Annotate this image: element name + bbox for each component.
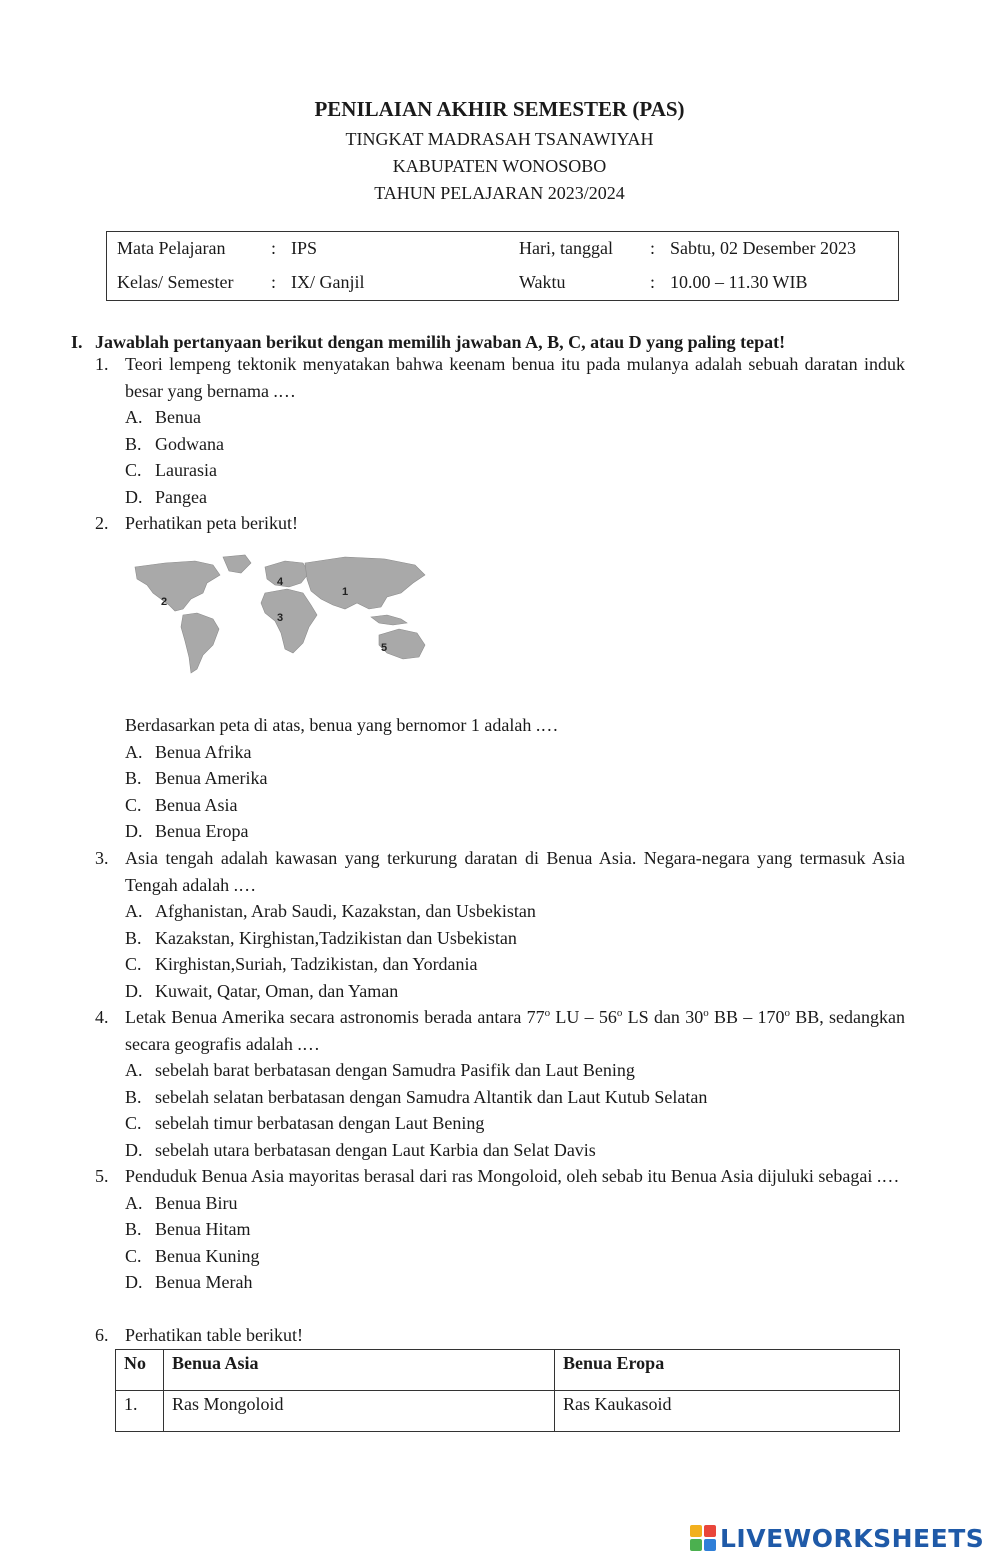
- option-b[interactable]: B. Kazakstan, Kirghistan,Tadzikistan dan Usbekistan: [125, 927, 517, 948]
- question-number: 2.: [95, 513, 109, 533]
- instruction-text: Jawablah pertanyaan berikut dengan memilih jawaban A, B, C, atau D yang paling tepat!: [95, 332, 786, 352]
- option-a[interactable]: A. Benua Afrika: [125, 741, 252, 762]
- question-text: Penduduk Benua Asia mayoritas berasal dari ras Mongoloid, oleh sebab itu Benua Asia dijuluki sebagai .…: [125, 1166, 900, 1186]
- question-text: Asia tengah adalah kawasan yang terkurung daratan di Benua Asia. Negara-negara yang termasuk Asia Tengah adalah .…: [125, 848, 905, 895]
- option-d[interactable]: D. Benua Eropa: [125, 821, 249, 841]
- table-cell-europe: Ras Kaukasoid: [555, 1391, 900, 1432]
- south-america-shape: [181, 613, 219, 673]
- question-text: Teori lempeng tektonik menyatakan bahwa keenam benua itu pada mulanya adalah sebuah daratan induk besar yang bernama .…: [125, 354, 905, 401]
- time-colon: :: [650, 272, 656, 292]
- option-b[interactable]: B. sebelah selatan berbatasan dengan Samudra Altantik dan Laut Kutub Selatan: [125, 1086, 708, 1107]
- map-label-3: 3: [277, 612, 284, 624]
- academic-year: TAHUN PELAJARAN 2023/2024: [374, 183, 625, 203]
- time-label: Waktu: [519, 272, 566, 292]
- question-5: [95, 1163, 905, 1296]
- race-table: [115, 1349, 900, 1432]
- map-label-4: 4: [277, 576, 284, 588]
- option-c[interactable]: C. sebelah timur berbatasan dengan Laut Bening: [125, 1113, 485, 1133]
- option-a[interactable]: A. Afghanistan, Arab Saudi, Kazakstan, dan Usbekistan: [125, 901, 536, 921]
- map-label-1: 1: [342, 586, 349, 598]
- question-number: 5.: [95, 1166, 109, 1186]
- exam-title: PENILAIAN AKHIR SEMESTER (PAS): [314, 97, 685, 121]
- indonesia-shape: [371, 615, 407, 625]
- school-level: TINGKAT MADRASAH TSANAWIYAH: [345, 129, 654, 149]
- option-a[interactable]: A. Benua Biru: [125, 1192, 238, 1213]
- question-number: 4.: [95, 1007, 109, 1027]
- table-cell-no: 1.: [116, 1391, 164, 1432]
- option-d[interactable]: D. Benua Merah: [125, 1272, 253, 1292]
- class-colon: :: [271, 272, 277, 292]
- liveworksheets-logo-icon: [690, 1525, 716, 1551]
- table-header-asia: Benua Asia: [164, 1350, 555, 1391]
- question-text: Perhatikan table berikut!: [125, 1325, 303, 1345]
- option-b[interactable]: B. Benua Amerika: [125, 768, 268, 788]
- question-1: [95, 351, 905, 510]
- question-text: Perhatikan peta berikut!: [125, 513, 298, 533]
- africa-shape: [261, 589, 317, 653]
- table-cell-asia: Ras Mongoloid: [164, 1391, 555, 1432]
- subject-value: IPS: [291, 238, 318, 258]
- north-america-shape: [135, 561, 220, 611]
- option-c[interactable]: C. Laurasia: [125, 460, 217, 480]
- map-label-5: 5: [381, 642, 388, 654]
- question-number: 3.: [95, 848, 109, 868]
- class-label: Kelas/ Semester: [117, 272, 234, 292]
- table-row: [116, 1391, 900, 1432]
- option-d[interactable]: D. Pangea: [125, 486, 207, 507]
- table-header-no: No: [116, 1350, 164, 1391]
- question-text-continued: Berdasarkan peta di atas, benua yang bernomor 1 adalah .…: [125, 715, 559, 735]
- question-3: [95, 845, 905, 1004]
- class-value: IX/ Ganjil: [291, 272, 365, 292]
- option-b[interactable]: B. Godwana: [125, 433, 224, 454]
- asia-shape: [305, 557, 425, 609]
- exam-info-box: [106, 231, 899, 301]
- time-value: 10.00 – 11.30 WIB: [670, 272, 808, 292]
- regency: KABUPATEN WONOSOBO: [392, 156, 607, 176]
- liveworksheets-brand: [690, 1522, 984, 1554]
- date-value: Sabtu, 02 Desember 2023: [670, 238, 856, 258]
- date-label: Hari, tanggal: [519, 238, 613, 258]
- option-c[interactable]: C. Benua Asia: [125, 794, 238, 815]
- date-colon: :: [650, 238, 656, 258]
- question-number: 6.: [95, 1325, 109, 1345]
- question-4: [95, 1004, 905, 1163]
- map-label-2: 2: [161, 596, 168, 608]
- document-header: [0, 92, 999, 207]
- subject-colon: :: [271, 238, 277, 258]
- subject-label: Mata Pelajaran: [117, 238, 226, 258]
- table-header-europe: Benua Eropa: [555, 1350, 900, 1391]
- option-c[interactable]: C. Kirghistan,Suriah, Tadzikistan, dan Yordania: [125, 954, 478, 974]
- option-a[interactable]: A. Benua: [125, 407, 201, 427]
- question-6: [95, 1322, 905, 1349]
- world-map-image: [125, 553, 437, 683]
- option-b[interactable]: B. Benua Hitam: [125, 1219, 251, 1239]
- option-d[interactable]: D. Kuwait, Qatar, Oman, dan Yaman: [125, 980, 399, 1001]
- europe-shape: [265, 561, 309, 587]
- option-c[interactable]: C. Benua Kuning: [125, 1245, 260, 1266]
- section-number: I.: [71, 332, 83, 352]
- question-number: 1.: [95, 354, 109, 374]
- option-a[interactable]: A. sebelah barat berbatasan dengan Samudra Pasifik dan Laut Bening: [125, 1060, 635, 1080]
- table-header-row: [116, 1350, 900, 1391]
- question-2-prompt: [95, 510, 905, 537]
- question-text: Letak Benua Amerika secara astronomis berada antara 77$^o$ LU – 56$^o$ LS dan 30$^o$ BB – 170$^o$ BB, sedangkan secara geografis adalah .…: [125, 1007, 906, 1054]
- option-d[interactable]: D. sebelah utara berbatasan dengan Laut Karbia dan Selat Davis: [125, 1139, 596, 1160]
- brand-name: LIVEWORKSHEETS: [720, 1523, 985, 1553]
- greenland-shape: [223, 555, 251, 573]
- question-2-options: [95, 712, 905, 845]
